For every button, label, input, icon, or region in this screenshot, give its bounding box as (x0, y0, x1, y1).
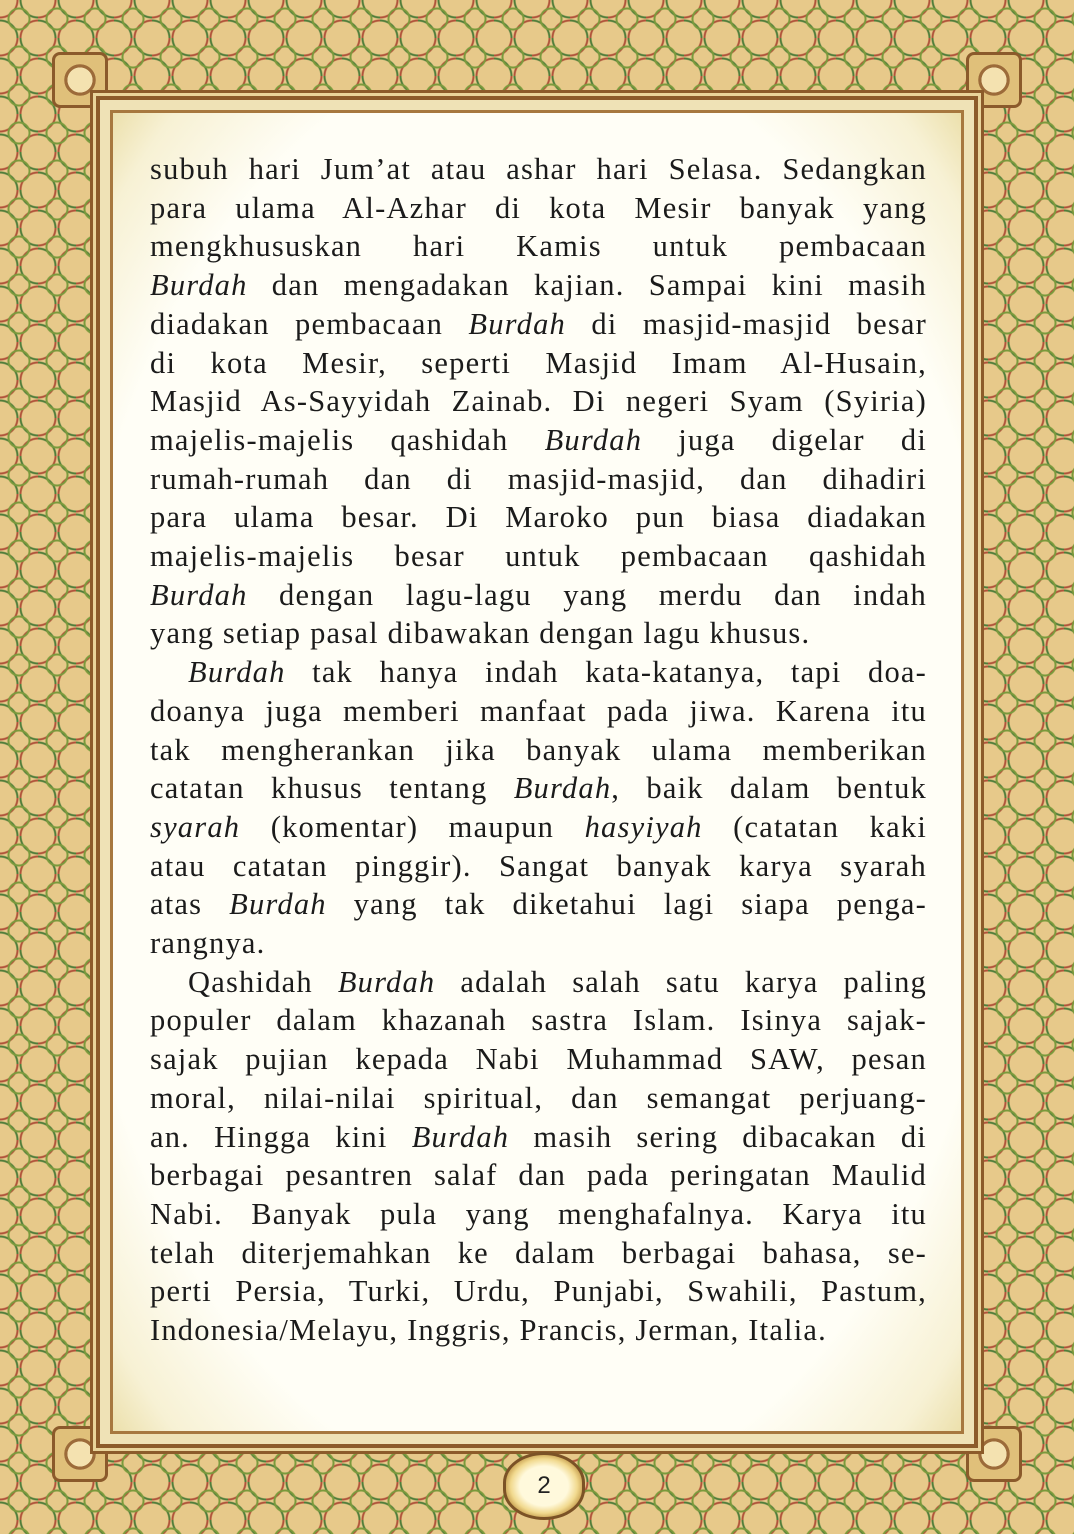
text-segment: di masjid-masjid besar (565, 306, 927, 341)
italic-term: Burdah (544, 422, 643, 457)
text-segment: Qashidah (188, 964, 338, 999)
text-segment: Indonesia/Melayu, Inggris, Prancis, Jerman, Italia. (150, 1313, 827, 1348)
text-line (150, 266, 927, 305)
text-line (150, 924, 927, 963)
text-line (150, 653, 927, 692)
text-line (150, 1234, 927, 1273)
text-segment: atau catatan pinggir). Sangat banyak karya syarah (150, 848, 927, 883)
text-segment: tak hanya indah kata-katanya, tapi doa- (285, 655, 927, 690)
text-segment: dengan lagu-lagu yang merdu dan indah (247, 577, 927, 612)
text-line (150, 1195, 927, 1234)
text-segment: Masjid As-Sayyidah Zainab. Di negeri Syam (Syiria) (150, 384, 927, 419)
text-line (150, 150, 927, 189)
text-segment: rangnya. (150, 926, 266, 961)
text-segment: dan mengadakan kajian. Sampai kini masih (247, 268, 927, 303)
text-line (150, 847, 927, 886)
text-line (150, 576, 927, 615)
text-segment: di kota Mesir, seperti Masjid Imam Al-Husain, (150, 345, 927, 380)
text-line (150, 1156, 927, 1195)
italic-term: syarah (150, 809, 241, 844)
text-line (150, 382, 927, 421)
text-segment: Nabi. Banyak pula yang menghafalnya. Karya itu (150, 1196, 927, 1231)
text-segment: atas (150, 887, 230, 922)
text-segment: para ulama besar. Di Maroko pun biasa diadakan (150, 500, 927, 535)
text-line (150, 808, 927, 847)
text-segment: majelis-majelis besar untuk pembacaan qashidah (150, 539, 927, 574)
text-line (150, 885, 927, 924)
text-segment: mengkhususkan hari Kamis untuk pembacaan (150, 229, 927, 264)
italic-term: Burdah (513, 771, 612, 806)
text-segment: populer dalam khazanah sastra Islam. Isinya sajak- (150, 1003, 927, 1038)
text-segment: tak mengherankan jika banyak ulama memberikan (150, 732, 927, 767)
text-segment: an. Hingga kini (150, 1119, 412, 1154)
text-line (150, 344, 927, 383)
text-segment: majelis-majelis qashidah (150, 422, 545, 457)
text-line (150, 963, 927, 1002)
body-text (150, 150, 927, 1350)
text-line (150, 460, 927, 499)
text-segment: yang setiap pasal dibawakan dengan lagu khusus. (150, 616, 811, 651)
italic-term: Burdah (337, 964, 436, 999)
text-line (150, 1272, 927, 1311)
text-segment: juga digelar di (642, 422, 927, 457)
text-segment: yang tak diketahui lagi siapa penga- (326, 887, 927, 922)
text-line (150, 731, 927, 770)
text-segment: diadakan pembacaan (150, 306, 469, 341)
text-segment: (komentar) maupun (240, 809, 585, 844)
text-line (150, 1311, 927, 1350)
text-line (150, 498, 927, 537)
text-line (150, 614, 927, 653)
text-line (150, 692, 927, 731)
text-line (150, 305, 927, 344)
text-segment: , baik dalam bentuk (611, 771, 927, 806)
italic-term: Burdah (150, 268, 248, 303)
text-segment: subuh hari Jum’at atau ashar hari Selasa. Sedangkan (150, 152, 927, 186)
text-line (150, 1079, 927, 1118)
text-line (150, 421, 927, 460)
text-line (150, 769, 927, 808)
italic-term: hasyiyah (584, 809, 703, 844)
text-segment: masih sering dibacakan di (509, 1119, 927, 1154)
italic-term: Burdah (188, 655, 286, 690)
page-number: 2 (537, 1472, 551, 1499)
text-segment: telah diterjemahkan ke dalam berbagai bahasa, se- (150, 1235, 927, 1270)
text-segment: catatan khusus tentang (150, 771, 514, 806)
italic-term: Burdah (229, 887, 327, 922)
text-line (150, 1040, 927, 1079)
page-number-medallion (503, 1452, 585, 1520)
text-line (150, 1001, 927, 1040)
text-segment: adalah salah satu karya paling (435, 964, 927, 999)
text-line (150, 189, 927, 228)
text-segment: moral, nilai-nilai spiritual, dan semangat perjuang- (150, 1080, 927, 1115)
text-segment: perti Persia, Turki, Urdu, Punjabi, Swahili, Pastum, (150, 1274, 927, 1309)
text-segment: doanya juga memberi manfaat pada jiwa. Karena itu (150, 693, 927, 728)
text-segment: rumah-rumah dan di masjid-masjid, dan dihadiri (150, 461, 927, 496)
text-line (150, 227, 927, 266)
text-segment: (catatan kaki (702, 809, 927, 844)
text-line (150, 1118, 927, 1157)
italic-term: Burdah (150, 577, 248, 612)
text-segment: sajak pujian kepada Nabi Muhammad SAW, pesan (150, 1042, 927, 1077)
text-segment: berbagai pesantren salaf dan pada peringatan Maulid (150, 1158, 927, 1193)
text-line (150, 537, 927, 576)
text-segment: para ulama Al-Azhar di kota Mesir banyak yang (150, 190, 927, 225)
italic-term: Burdah (411, 1119, 510, 1154)
italic-term: Burdah (468, 306, 566, 341)
